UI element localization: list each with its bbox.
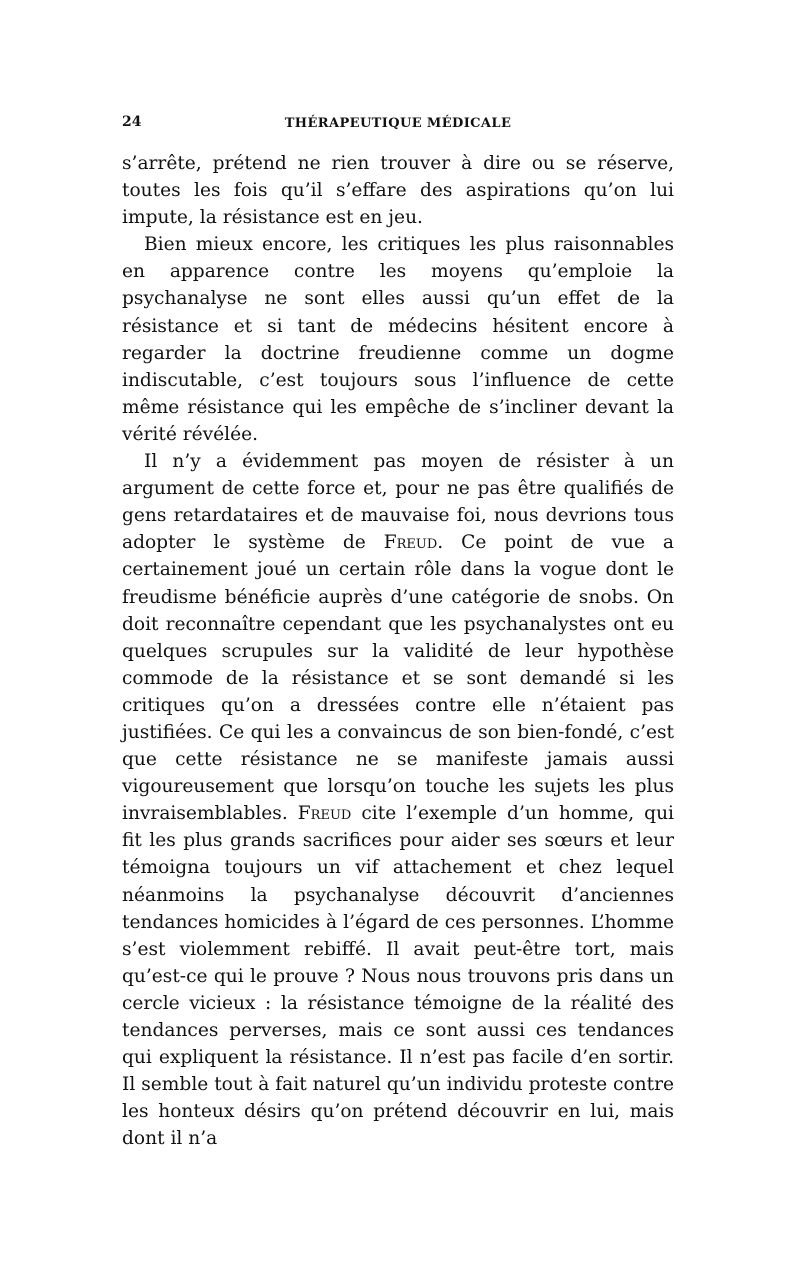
- running-head: THÉRAPEUTIQUE MÉDICALE: [284, 116, 512, 131]
- paragraph-1: s’arrête, prétend ne rien trouver à dire ou se réserve, toutes les fois qu’il s’effare des aspirations qu’on lui impute, la résistance est en jeu.: [122, 153, 674, 229]
- page-number: 24: [122, 114, 142, 130]
- author-name-freud: Freud: [297, 803, 352, 825]
- paragraph-3-part-c: cite l’exemple d’un homme, qui fit les plus grands sacrifices pour aider ses sœurs et leur témoigna toujours un vif attachement et chez lequel néanmoins la psychanalyse découvrit d’anciennes tendances homicides à l’égard de ces personnes. L’homme s’est violemment rebiffé. Il avait peut-être tort, mais qu’est-ce qui le prouve ? Nous nous trouvons pris dans un cercle vicieux : la résistance témoigne de la réalité des tendances perverses, mais ce sont aussi ces tendances qui expliquent la résistance. Il n’est pas facile d’en sortir. Il semble tout à fait naturel qu’un individu proteste contre les honteux désirs qu’on prétend découvrir en lui, mais dont il n’a: [122, 803, 674, 1150]
- paragraph-3-part-a: Il n’y a évidemment pas moyen de résister à un argument de cette force et, pour ne pas être qualifiés de gens retardataires et de mauvaise foi, nous devrions tous adopter le système de: [122, 451, 674, 554]
- body-text: [122, 150, 674, 1152]
- paragraph-3: [122, 448, 674, 1152]
- author-name-freud: Freud: [383, 532, 438, 554]
- paragraph-2: Bien mieux encore, les critiques les plus raisonnables en apparence contre les moyens qu’emploie la psychanalyse ne sont elles aussi qu’un effet de la résistance et si tant de médecins hésitent encore à regarder la doctrine freudienne comme un dogme indiscutable, c’est toujours sous l’influence de cette même résistance qui les empêche de s’incliner devant la vérité révélée.: [122, 234, 674, 445]
- page-header: [122, 114, 674, 136]
- paragraph-3-part-b: . Ce point de vue a certainement joué un certain rôle dans la vogue dont le freudisme bénéficie auprès d’une catégorie de snobs. On doit reconnaître cependant que les psychanalystes ont eu quelques scrupules sur la validité de leur hypothèse commode de la résistance et se sont demandé si les critiques qu’on a dressées contre elle n’étaient pas justifiées. Ce qui les a convaincus de son bien-fondé, c’est que cette résistance ne se manifeste jamais aussi vigoureusement que lorsqu’on touche les sujets les plus invraisemblables.: [122, 532, 674, 825]
